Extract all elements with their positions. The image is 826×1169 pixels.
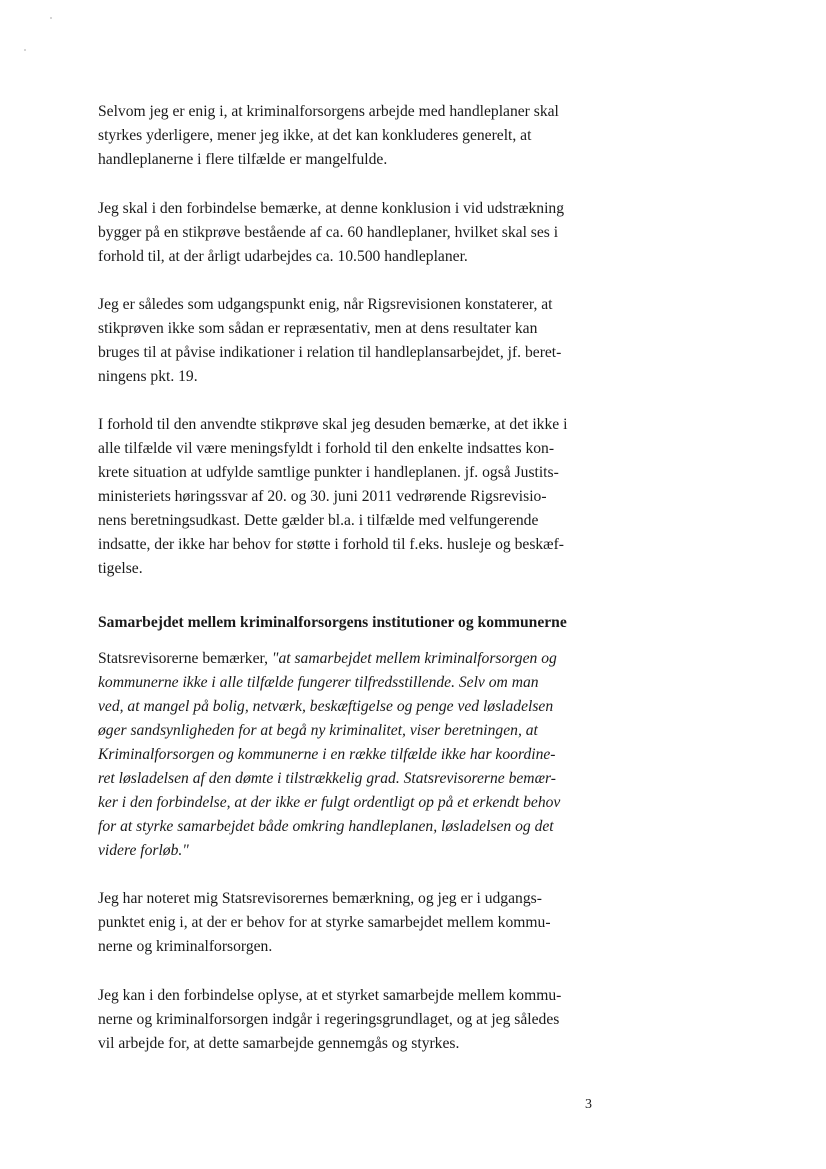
quote-intro: Statsrevisorerne bemærker, <box>98 650 272 667</box>
text-line: bygger på en stikprøve bestående af ca. 60 handleplaner, hvilket skal ses i <box>98 224 559 241</box>
text-line: vil arbejde for, at dette samarbejde gennemgås og styrkes. <box>98 1035 460 1052</box>
quote-text: "at samarbejdet mellem kriminalforsorgen og <box>271 650 557 667</box>
quote-line: kommunerne ikke i alle tilfælde fungerer tilfredsstillende. Selv om man <box>98 674 539 691</box>
text-line: nerne og kriminalforsorgen. <box>98 938 273 955</box>
quote-line: Kriminalforsorgen og kommunerne i en række tilfælde ikke har koordine- <box>98 746 556 763</box>
quote-line: videre forløb." <box>98 842 189 859</box>
text-line: krete situation at udfylde samtlige punkter i handleplanen. jf. også Justits- <box>98 464 559 481</box>
text-line: handleplanerne i flere tilfælde er mangelfulde. <box>98 151 388 168</box>
quote-line: øger sandsynligheden for at begå ny kriminalitet, viser beretningen, at <box>98 722 538 739</box>
quote-line: for at styrke samarbejdet både omkring handleplanen, løsladelsen og det <box>98 818 554 835</box>
paragraph-5 <box>98 887 602 959</box>
text-line: I forhold til den anvendte stikprøve skal jeg desuden bemærke, at det ikke i <box>98 416 568 433</box>
text-line: nens beretningsudkast. Dette gælder bl.a. i tilfælde med velfungerende <box>98 512 539 529</box>
quote-line: ret løsladelsen af den dømte i tilstrækkelig grad. Statsrevisorerne bemær- <box>98 770 556 787</box>
text-line: ministeriets høringssvar af 20. og 30. juni 2011 vedrørende Rigsrevisio- <box>98 488 547 505</box>
text-line: tigelse. <box>98 560 143 577</box>
text-line <box>98 647 602 671</box>
text-line: forhold til, at der årligt udarbejdes ca. 10.500 handleplaner. <box>98 248 468 265</box>
text-line: Jeg skal i den forbindelse bemærke, at denne konklusion i vid udstrækning <box>98 200 565 217</box>
scan-speck <box>24 49 26 51</box>
paragraph-6 <box>98 984 602 1056</box>
text-line: ningens pkt. 19. <box>98 368 198 385</box>
paragraph-3 <box>98 293 602 389</box>
text-line: styrkes yderligere, mener jeg ikke, at det kan konkluderes generelt, at <box>98 127 532 144</box>
text-line: Jeg kan i den forbindelse oplyse, at et styrket samarbejde mellem kommu- <box>98 987 562 1004</box>
text-line: bruges til at påvise indikationer i relation til handleplansarbejdet, jf. beret- <box>98 344 562 361</box>
quote-paragraph <box>98 647 602 863</box>
text-line: alle tilfælde vil være meningsfyldt i forhold til den enkelte indsattes kon- <box>98 440 555 457</box>
paragraph-4 <box>98 413 602 581</box>
text-line: nerne og kriminalforsorgen indgår i regeringsgrundlaget, og at jeg således <box>98 1011 560 1028</box>
text-line: Jeg er således som udgangspunkt enig, når Rigsrevisionen konstaterer, at <box>98 296 553 313</box>
text-line: Jeg har noteret mig Statsrevisorernes bemærkning, og jeg er i udgangs- <box>98 890 542 907</box>
page-number: 3 <box>585 1097 592 1112</box>
text-line: indsatte, der ikke har behov for støtte i forhold til f.eks. husleje og beskæf- <box>98 536 564 553</box>
text-line: Selvom jeg er enig i, at kriminalforsorgens arbejde med handleplaner skal <box>98 103 559 120</box>
section-heading: Samarbejdet mellem kriminalforsorgens institutioner og kommunerne <box>98 614 567 631</box>
quote-line: ved, at mangel på bolig, netværk, beskæftigelse og penge ved løsladelsen <box>98 698 554 715</box>
paragraph-2 <box>98 197 602 269</box>
paragraph-1 <box>98 100 602 172</box>
scan-speck <box>50 17 52 19</box>
text-line: stikprøven ikke som sådan er repræsentativ, men at dens resultater kan <box>98 320 538 337</box>
quote-line: ker i den forbindelse, at der ikke er fulgt ordentligt op på et erkendt behov <box>98 794 561 811</box>
text-line: punktet enig i, at der er behov for at styrke samarbejdet mellem kommu- <box>98 914 551 931</box>
